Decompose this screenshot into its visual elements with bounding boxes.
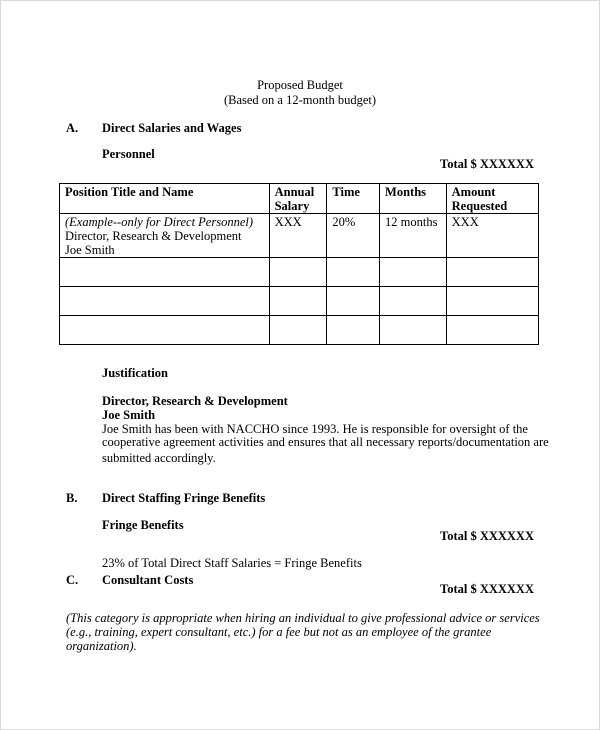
empty-cell — [60, 316, 270, 345]
personnel-budget-table — [59, 183, 539, 345]
example-time: 20% — [327, 214, 380, 258]
example-amount: XXX — [446, 214, 538, 258]
empty-cell — [269, 287, 327, 316]
empty-cell — [380, 258, 447, 287]
empty-cell — [446, 316, 538, 345]
justification-line-1: Joe Smith has been with NACCHO since 1993. He is responsible for oversight of the — [102, 422, 528, 436]
empty-cell — [446, 258, 538, 287]
header-amount-requested — [446, 184, 538, 214]
justification-heading: Justification — [102, 366, 168, 380]
example-salary: XXX — [269, 214, 327, 258]
empty-cell — [269, 316, 327, 345]
section-a-letter: A. — [66, 121, 79, 135]
empty-cell — [60, 258, 270, 287]
section-b-title: Direct Staffing Fringe Benefits — [102, 491, 266, 505]
table-row-empty — [60, 287, 539, 316]
table-header-row — [60, 184, 539, 214]
header-amount-line1: Amount — [451, 185, 496, 199]
table-row-example — [60, 214, 539, 258]
header-annual-salary-line2: Salary — [274, 199, 310, 213]
header-months: Months — [380, 184, 447, 214]
header-position: Position Title and Name — [60, 184, 270, 214]
header-annual-salary — [269, 184, 327, 214]
section-a-title: Direct Salaries and Wages — [102, 121, 242, 135]
consultant-note-line-3: organization). — [66, 639, 137, 653]
example-position-cell — [60, 214, 270, 258]
page-title: Proposed Budget — [257, 78, 343, 92]
section-c-letter: C. — [66, 573, 79, 587]
example-note: (Example--only for Direct Personnel) — [65, 215, 254, 229]
section-b-letter: B. — [66, 491, 78, 505]
justification-line-2: cooperative agreement activities and ensures that all necessary reports/documentation are — [102, 435, 549, 449]
header-time: Time — [327, 184, 380, 214]
fringe-benefits-heading: Fringe Benefits — [102, 518, 184, 532]
empty-cell — [327, 316, 380, 345]
empty-cell — [380, 316, 447, 345]
fringe-formula: 23% of Total Direct Staff Salaries = Fringe Benefits — [102, 556, 362, 570]
empty-cell — [327, 287, 380, 316]
consultant-note-line-2: (e.g., training, expert consultant, etc.) for a fee but not as an employee of the grantee — [66, 625, 492, 639]
header-amount-line2: Requested — [451, 199, 508, 213]
empty-cell — [60, 287, 270, 316]
page-subtitle: (Based on a 12-month budget) — [223, 93, 377, 107]
justification-name: Joe Smith — [102, 408, 156, 422]
section-a-total: Total $ XXXXXX — [440, 157, 534, 171]
example-position: Director, Research & Development — [65, 229, 242, 243]
example-months: 12 months — [380, 214, 447, 258]
justification-line-3: submitted accordingly. — [102, 451, 216, 465]
empty-cell — [327, 258, 380, 287]
header-annual-salary-line1: Annual — [274, 185, 315, 199]
section-c-total: Total $ XXXXXX — [440, 582, 534, 596]
personnel-heading: Personnel — [102, 147, 155, 161]
table-row-empty — [60, 258, 539, 287]
empty-cell — [269, 258, 327, 287]
example-name: Joe Smith — [65, 243, 115, 257]
empty-cell — [380, 287, 447, 316]
section-c-title: Consultant Costs — [102, 573, 194, 587]
justification-role: Director, Research & Development — [102, 394, 288, 408]
consultant-note-line-1: (This category is appropriate when hiring an individual to give professional advice or services — [66, 611, 540, 625]
section-b-total: Total $ XXXXXX — [440, 529, 534, 543]
empty-cell — [446, 287, 538, 316]
table-row-empty — [60, 316, 539, 345]
